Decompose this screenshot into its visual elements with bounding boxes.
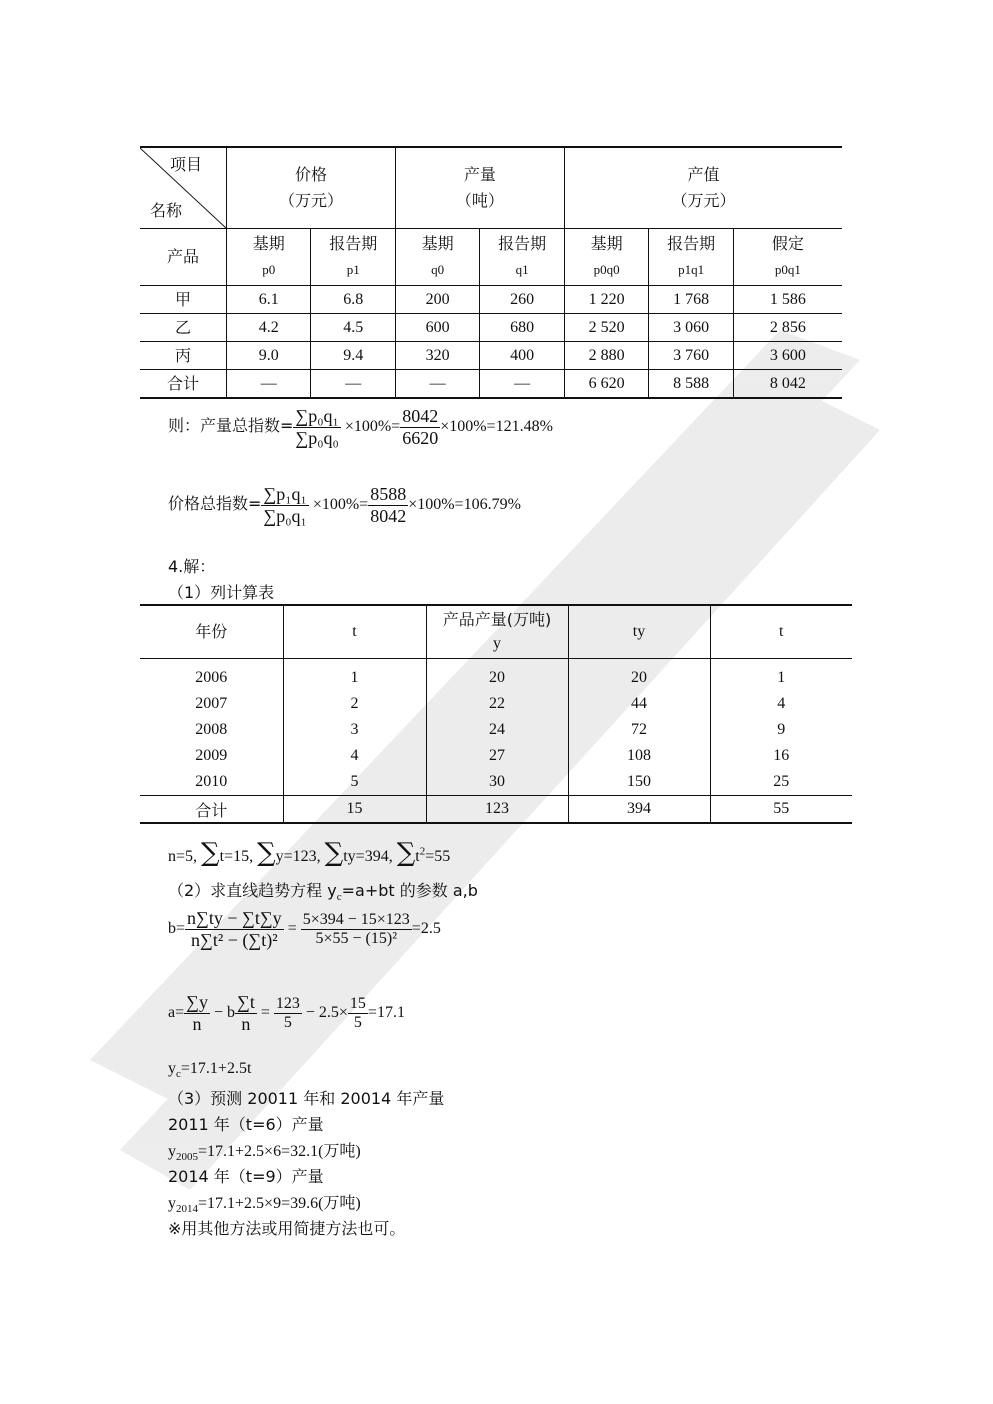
table-cell: ∑ [201, 838, 220, 868]
table-cell: 400 [480, 342, 564, 370]
table-cell: 4 [283, 743, 426, 769]
table-cell: 123 [275, 995, 300, 1012]
table-cell: 2 880 [564, 342, 648, 370]
forecast-2014-value [168, 1190, 361, 1215]
table-cell: y [168, 1060, 176, 1077]
table-cell: =55 [425, 848, 451, 865]
table-cell: =a+bt 的参数 a,b [341, 881, 478, 900]
table-cell: =17.1+2.5×9=39.6(万吨) [198, 1195, 361, 1212]
table-cell: p0q0 [593, 262, 620, 277]
table-cell: 27 [426, 743, 568, 769]
table-cell: 2 520 [564, 314, 648, 342]
table-cell: 15 [283, 796, 426, 824]
table-cell: 320 [395, 342, 479, 370]
subhead-cell [395, 229, 479, 286]
table-cell: — [395, 370, 479, 399]
table-cell: 1 [710, 659, 852, 692]
table-cell: 报告期 [498, 234, 547, 253]
table-cell: 123 [426, 796, 568, 824]
table-cell: 5 [353, 1014, 362, 1031]
table-cell: 2 [419, 845, 426, 858]
table-cell: y [493, 635, 501, 652]
table-cell: ×100%=121.48% [440, 418, 553, 436]
table-cell: 产量 [463, 165, 496, 184]
table-cell: p1 [346, 262, 360, 277]
table-cell: （万元） [278, 191, 343, 210]
table-cell: 394 [568, 796, 710, 824]
table-cell: − b [213, 1004, 235, 1022]
table-cell: c [336, 891, 342, 904]
table-cell: = [260, 1004, 270, 1022]
table-cell: 3 060 [649, 314, 733, 342]
table-cell: t=15, [219, 848, 254, 865]
table-cell: ∑p₁q₁ [263, 484, 307, 504]
table-cell: ∑p₀q₁ [295, 406, 339, 426]
table-cell: 20 [568, 659, 710, 692]
table-cell: 2010 [195, 773, 228, 790]
table-cell: 报告期 [667, 234, 716, 253]
group-header-output [395, 147, 564, 229]
table-row [140, 659, 852, 692]
table-cell: 基期 [590, 234, 623, 253]
table-cell: — [480, 370, 564, 399]
table-row [140, 286, 842, 314]
table-cell: 5 [283, 769, 426, 796]
col-header-ty: ty [568, 605, 710, 659]
section-4-heading: 4.解： [168, 557, 216, 576]
table-cell: 44 [568, 691, 710, 717]
price-output-table [140, 146, 842, 399]
table-cell: 2006 [195, 669, 228, 686]
table-cell: 6620 [402, 428, 439, 448]
table-cell: 5 [283, 1014, 292, 1031]
table-cell: 甲 [140, 286, 226, 314]
table-cell: — [226, 370, 310, 399]
table-row [140, 314, 842, 342]
table-cell: 6.1 [226, 286, 310, 314]
table-cell: 9 [710, 717, 852, 743]
table-cell: 600 [395, 314, 479, 342]
table-cell: c [176, 1068, 181, 1081]
table-cell: 1 586 [733, 286, 842, 314]
corner-bottom-label: 名称 [150, 201, 183, 220]
subhead-cell [564, 229, 648, 286]
table-total-row [140, 370, 842, 399]
table-cell: 30 [426, 769, 568, 796]
table-cell: n∑ty − ∑t∑y [187, 908, 282, 928]
subhead-cell [733, 229, 842, 286]
table-cell: 108 [568, 743, 710, 769]
table-cell: 5×394 − 15×123 [302, 911, 410, 928]
col-header-t-squared: t [710, 605, 852, 659]
table-cell: 8042 [370, 506, 407, 526]
table-cell: 8 042 [733, 370, 842, 399]
table-cell: 乙 [140, 314, 226, 342]
table-cell: y [168, 1143, 176, 1160]
table-cell: 55 [710, 796, 852, 824]
table-cell: 4.5 [311, 314, 395, 342]
table-cell: 2009 [195, 747, 228, 764]
table-cell: ×100%=106.79% [408, 496, 521, 514]
table-cell: =2.5 [411, 920, 441, 938]
table-cell: 则：产量总指数= [168, 416, 294, 436]
table-cell: 150 [568, 769, 710, 796]
table-row [140, 342, 842, 370]
table-cell: ×100%= [344, 418, 401, 436]
table-cell: y=123, [275, 848, 321, 865]
table-cell: n∑t² − (∑t)² [191, 930, 278, 950]
corner-header [140, 147, 226, 229]
table-cell: b= [168, 920, 186, 938]
table-cell: ∑ [324, 838, 344, 868]
table-cell: 9.0 [226, 342, 310, 370]
table-cell: 3 760 [649, 342, 733, 370]
table-cell: 20 [426, 659, 568, 692]
table-cell: 8 588 [649, 370, 733, 399]
table-cell: 报告期 [329, 234, 378, 253]
table-cell: ∑ [396, 838, 416, 868]
table-cell: 9.4 [311, 342, 395, 370]
formula-output-index [168, 406, 553, 449]
formula-b [168, 908, 441, 951]
table-cell: 6.8 [311, 286, 395, 314]
table-cell: （吨） [455, 191, 504, 210]
table-total-row [140, 796, 852, 824]
table-cell: ty=394, [343, 848, 393, 865]
table-row [140, 743, 852, 769]
table-cell: ∑p₀q₀ [295, 428, 339, 448]
table-cell: 680 [480, 314, 564, 342]
table-cell: 5×55 − (15)² [315, 930, 397, 947]
table-cell: 8042 [402, 406, 439, 426]
table-cell: 1 768 [649, 286, 733, 314]
table-cell: n [192, 1014, 202, 1034]
table-cell: 16 [710, 743, 852, 769]
table-cell: 4 [710, 691, 852, 717]
table-cell: ∑ [257, 838, 276, 868]
table-cell: 假定 [771, 234, 804, 253]
table-cell: ∑t [237, 992, 255, 1012]
col-header-output [426, 605, 568, 659]
table-cell: ∑y [186, 992, 208, 1012]
table-cell: =17.1+2.5t [180, 1060, 252, 1077]
table-cell: 产品产量(万吨) [442, 610, 552, 629]
table-cell: 基期 [421, 234, 454, 253]
table-cell: 260 [480, 286, 564, 314]
table-cell: q1 [515, 262, 529, 277]
step-1-heading: （1）列计算表 [168, 583, 275, 602]
table-cell: 8588 [370, 484, 407, 504]
table-cell: 合计 [140, 796, 283, 824]
corner-top-label: 项目 [169, 155, 202, 174]
table-cell: p0 [262, 262, 276, 277]
table-cell: − 2.5× [305, 1004, 348, 1022]
table-cell: 基期 [252, 234, 285, 253]
col-header-year: 年份 [140, 605, 283, 659]
formula-a [168, 992, 405, 1035]
table-cell: 价格 [294, 165, 327, 184]
table-cell: 2 [283, 691, 426, 717]
table-cell: 1 220 [564, 286, 648, 314]
step-2-heading [168, 878, 478, 903]
table-cell: y [168, 1195, 176, 1212]
table-cell: 25 [710, 769, 852, 796]
table-cell: 4.2 [226, 314, 310, 342]
table-cell: 1 [283, 659, 426, 692]
table-cell: 合计 [140, 370, 226, 399]
table-cell: 丙 [140, 342, 226, 370]
table-cell: 24 [426, 717, 568, 743]
table-cell: 3 600 [733, 342, 842, 370]
table-cell: q0 [431, 262, 445, 277]
col-header-t: t [283, 605, 426, 659]
table-cell: （万元） [671, 191, 736, 210]
table-cell: p0q1 [774, 262, 801, 277]
table-cell: = [287, 920, 297, 938]
sums-line [168, 840, 450, 866]
group-header-price [226, 147, 395, 229]
formula-price-index [168, 484, 521, 527]
row-label-header: 产品 [140, 229, 226, 286]
subhead-cell [311, 229, 395, 286]
forecast-2011-label: 2011 年（t=6）产量 [168, 1115, 324, 1134]
table-cell: a= [168, 1004, 185, 1022]
table-cell: 价格总指数= [168, 494, 262, 514]
table-cell: 6 620 [564, 370, 648, 399]
table-cell: 2014 [176, 1203, 198, 1216]
table-cell: n=5, [168, 848, 198, 865]
table-cell: 2007 [195, 695, 228, 712]
subhead-cell [649, 229, 733, 286]
table-cell: — [311, 370, 395, 399]
table-cell: =17.1 [367, 1004, 405, 1022]
table-cell: （2）求直线趋势方程 y [168, 881, 337, 900]
trend-calc-table [140, 604, 852, 824]
group-header-value [564, 147, 842, 229]
step-3-heading: （3）预测 20011 年和 20014 年产量 [168, 1089, 445, 1108]
table-cell: p1q1 [678, 262, 705, 277]
table-cell: 22 [426, 691, 568, 717]
table-cell: 3 [283, 717, 426, 743]
table-cell: 2008 [195, 721, 228, 738]
table-row [140, 717, 852, 743]
closing-note: ※用其他方法或用简捷方法也可。 [168, 1219, 406, 1238]
subhead-cell [480, 229, 564, 286]
forecast-2011-value [168, 1138, 361, 1163]
table-cell: n [241, 1014, 251, 1034]
table-cell: 2005 [176, 1151, 198, 1164]
table-row [140, 691, 852, 717]
table-cell: 2 856 [733, 314, 842, 342]
forecast-2014-label: 2014 年（t=9）产量 [168, 1167, 324, 1186]
table-cell: 产值 [687, 165, 720, 184]
table-cell: 200 [395, 286, 479, 314]
trend-equation [168, 1060, 251, 1080]
table-cell: t [415, 848, 420, 865]
table-row [140, 769, 852, 796]
subhead-cell [226, 229, 310, 286]
table-cell: 72 [568, 717, 710, 743]
table-cell: ×100%= [312, 496, 369, 514]
table-cell: =17.1+2.5×6=32.1(万吨) [198, 1143, 361, 1160]
table-cell: 15 [349, 995, 366, 1012]
table-cell: ∑p₀q₁ [263, 506, 307, 526]
